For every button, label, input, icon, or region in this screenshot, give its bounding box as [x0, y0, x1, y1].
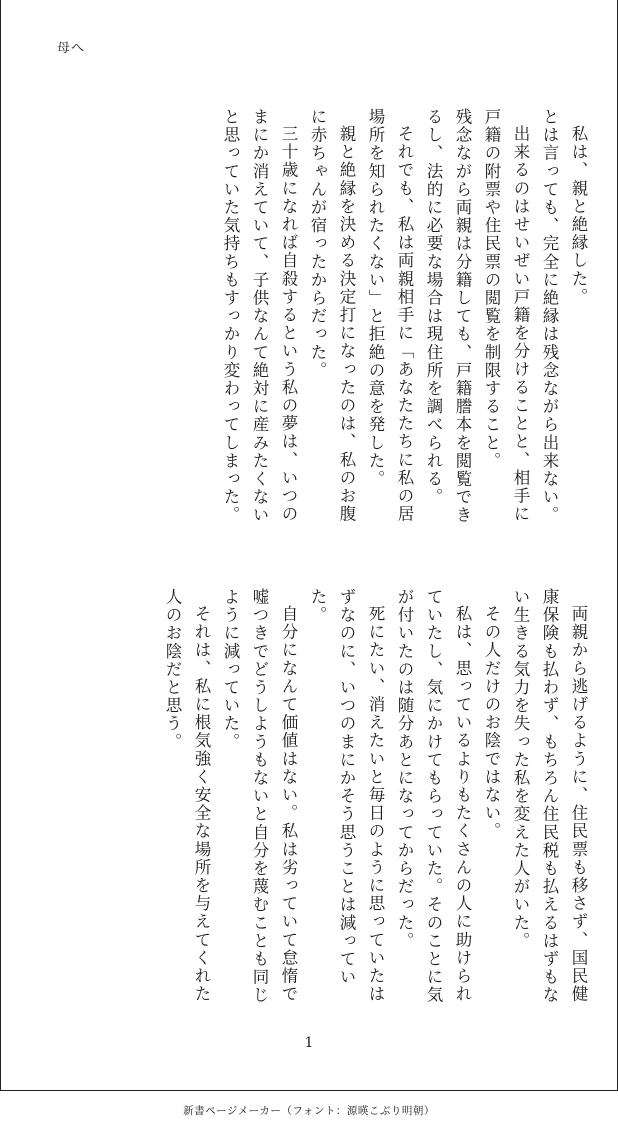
paragraph: 両親から逃げるように、住民票も移さず、国民健康保険も払わず、もちろん住民税も払えるはずもない生きる気力を失った私を変えた人がいた。	[511, 588, 588, 1005]
top-text-block	[78, 108, 593, 528]
paragraph: 自分になんて価値はない。私は劣っていて怠惰で嘘つきでどうしようもないと自分を蔑むことも同じように減っていた。	[221, 588, 298, 1005]
paragraph: それは、私に根気強く安全な場所を与えてくれた人のお陰だと思う。	[163, 588, 211, 1003]
paragraph: 死にたい、消えたいと毎日のように思っていたはずなのに、いつのまにかそう思うことは減っていた。	[308, 588, 385, 1003]
bottom-text-block	[78, 588, 593, 1018]
paragraph: それでも、私は両親相手に「あなたたちに私の居場所を知られたくない」と拒絶の意を発した。	[366, 108, 414, 523]
paragraph: とは言っても、完全に絶縁は残念ながら出来ない。	[540, 108, 559, 525]
paragraph: 私は、親と絶縁した。	[569, 124, 588, 306]
paragraph: その人だけのお陰ではない。	[482, 604, 501, 840]
paragraph: 三十歳になれば自殺するという私の夢は、いつのまにか消えていて、子供なんて絶対に産みたくないと思っていた気持ちもすっかり変わってしまった。	[221, 108, 298, 525]
page-number: 1	[304, 1035, 314, 1051]
paragraph: 親と絶縁を決める決定打になったのは、私のお腹に赤ちゃんが宿ったからだった。	[308, 108, 356, 523]
paragraph: 残念ながら両親は分籍しても、戸籍謄本を閲覧できるし、法的に必要な場合は現住所を調べられる。	[424, 108, 472, 525]
footer-caption: 新書ページメーカー（フォント：源暎こぶり明朝）	[183, 1105, 435, 1117]
header-note: 母へ	[57, 41, 86, 56]
paragraph: 出来るのはせいぜい戸籍を分けることと、相手に戸籍の附票や住民票の閲覧を制限すること。	[482, 108, 530, 523]
paragraph: 私は、思っているよりもたくさんの人に助けられていたし、気にかけてもらっていた。そのことに気が付いたのは随分あとになってからだった。	[395, 588, 472, 1005]
